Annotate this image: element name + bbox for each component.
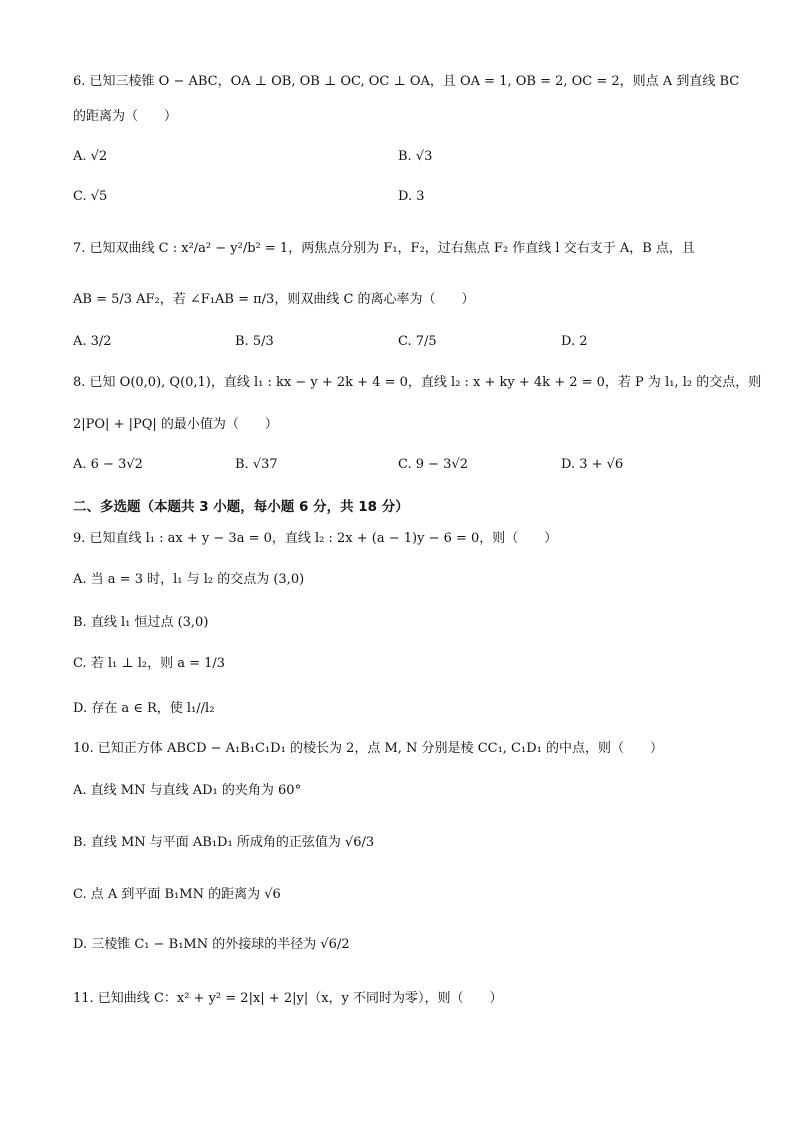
q10-option-a: A. 直线 MN 与直线 AD₁ 的夹角为 60°: [73, 783, 302, 798]
q8-option-a: A. 6 − 3√2: [73, 457, 143, 472]
q6-option-b: B. √3: [398, 149, 433, 164]
q10-option-b: B. 直线 MN 与平面 AB₁D₁ 所成角的正弦值为 √6/3: [73, 835, 375, 850]
q6-option-c: C. √5: [73, 189, 108, 204]
q8-stem-line1: 8. 已知 O(0,0), Q(0,1)，直线 l₁ : kx − y + 2k + 4 = 0，直线 l₂ : x + ky + 4k + 2 = 0，若 P 为 l₁, l₂ 的交点，则: [73, 375, 762, 390]
q9-stem-line1: 9. 已知直线 l₁ : ax + y − 3a = 0，直线 l₂ : 2x + (a − 1)y − 6 = 0，则（ ）: [73, 531, 558, 546]
q7-stem-line1: 7. 已知双曲线 C : x²/a² − y²/b² = 1，两焦点分别为 F₁，F₂，过右焦点 F₂ 作直线 l 交右支于 A，B 点，且: [73, 241, 695, 256]
q9-option-c: C. 若 l₁ ⊥ l₂，则 a = 1/3: [73, 656, 226, 671]
q9-option-a: A. 当 a = 3 时，l₁ 与 l₂ 的交点为 (3,0): [73, 572, 305, 587]
q8-stem-line2: 2|PO| + |PQ| 的最小值为（ ）: [73, 417, 278, 432]
q7-option-c: C. 7/5: [398, 334, 437, 349]
q9-option-b: B. 直线 l₁ 恒过点 (3,0): [73, 615, 209, 630]
q10-stem-line1: 10. 已知正方体 ABCD − A₁B₁C₁D₁ 的棱长为 2，点 M, N 分别是棱 CC₁, C₁D₁ 的中点，则（ ）: [73, 741, 663, 756]
q8-option-d: D. 3 + √6: [561, 457, 624, 472]
q6-stem-line1: 6. 已知三棱锥 O − ABC，OA ⊥ OB, OB ⊥ OC, OC ⊥ OA，且 OA = 1, OB = 2, OC = 2，则点 A 到直线 BC: [73, 74, 740, 89]
q9-option-d: D. 存在 a ∈ R，使 l₁//l₂: [73, 701, 215, 716]
q6-option-a: A. √2: [73, 149, 108, 164]
section-heading-multiple-choice: 二、多选题（本题共 3 小题，每小题 6 分，共 18 分）: [73, 499, 409, 515]
q10-option-c: C. 点 A 到平面 B₁MN 的距离为 √6: [73, 887, 281, 902]
q7-option-a: A. 3/2: [73, 334, 112, 349]
q8-option-b: B. √37: [235, 457, 278, 472]
q6-option-d: D. 3: [398, 189, 425, 204]
q10-option-d: D. 三棱锥 C₁ − B₁MN 的外接球的半径为 √6/2: [73, 937, 350, 952]
q8-option-c: C. 9 − 3√2: [398, 457, 469, 472]
q11-stem-line1: 11. 已知曲线 C：x² + y² = 2|x| + 2|y|（x，y 不同时为零），则（ ）: [73, 991, 503, 1006]
q6-stem-line2: 的距离为（ ）: [73, 109, 178, 124]
q7-option-b: B. 5/3: [235, 334, 274, 349]
q7-stem-line2: AB = 5/3 AF₂，若 ∠F₁AB = π/3，则双曲线 C 的离心率为（ ）: [73, 292, 475, 307]
q7-option-d: D. 2: [561, 334, 588, 349]
